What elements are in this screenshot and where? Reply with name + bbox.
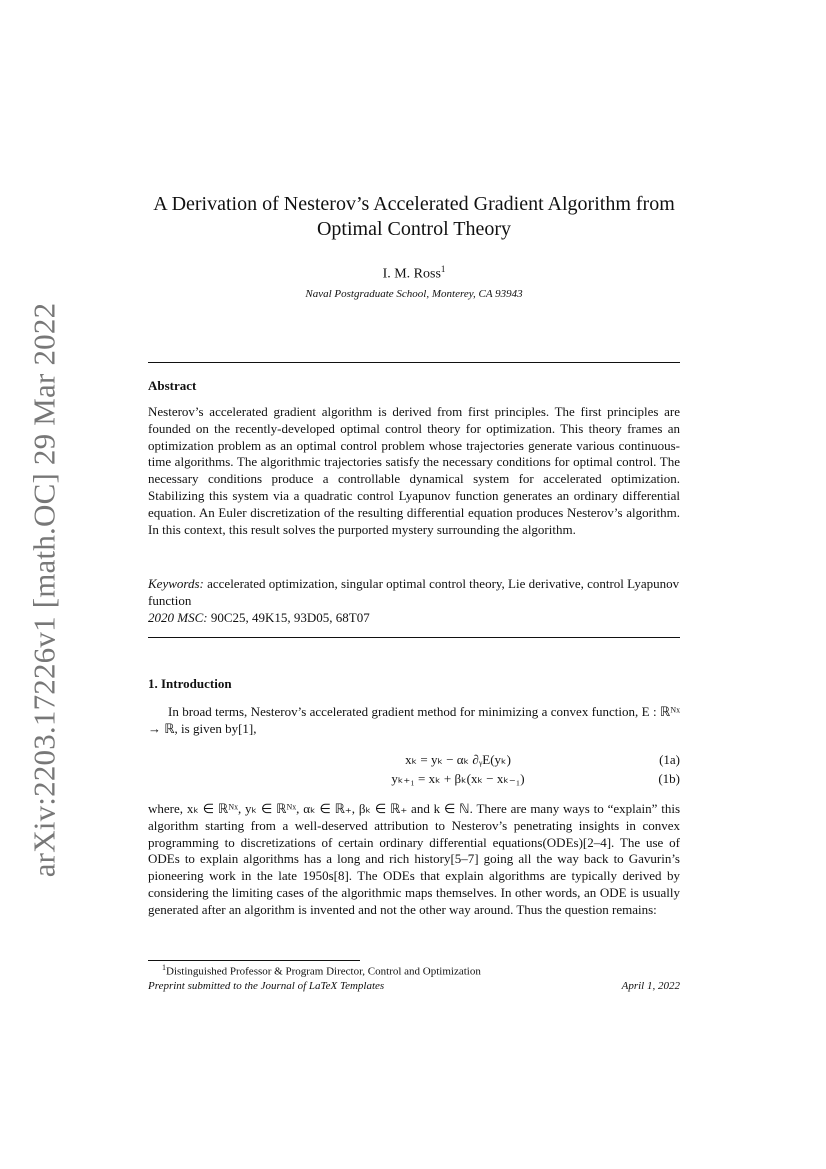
footer-journal-note: Preprint submitted to the Journal of LaTeX Templates [148, 980, 385, 992]
keywords-line [148, 576, 680, 610]
equation-1b-number: (1b) [658, 771, 680, 786]
abstract-text: Nesterov’s accelerated gradient algorithm is derived from first principles. The first principles are founded on the recently-developed optimal control theory for optimization. This theory frames an optimization problem as an optimal control problem whose trajectories generate various continuous-time algorithms. The algorithmic trajectories satisfy the necessary conditions for optimal control. The necessary conditions produce a controllable dynamical system for accelerated optimization. Stabilizing this system via a quadratic control Lyapunov function generates an ordinary differential equation. An Euler discretization of the resulting differential equation produces Nesterov’s algorithm. In this context, this result solves the purported mystery surrounding the algorithm. [148, 404, 680, 537]
author-affiliation: Naval Postgraduate School, Monterey, CA 93943 [305, 288, 523, 300]
abstract-heading: Abstract [148, 378, 197, 393]
footnote [148, 963, 680, 978]
abstract-bottom-rule [148, 637, 680, 638]
msc-line [148, 610, 680, 627]
footnote-mark: 1 [162, 963, 166, 972]
intro-paragraph-2: where, xₖ ∈ ℝᴺˣ, yₖ ∈ ℝᴺˣ, αₖ ∈ ℝ₊, βₖ ∈ ℝ₊ and k ∈ ℕ. There are many ways to “explain” this algorithm starting from a well-deserved attribution to Nesterov’s penetrating insights in convex programming to discretizations of certain ordinary differential equations(ODEs)[2–4]. The use of ODEs to explain algorithms has a long and rich history[5–7] going all the way back to Gavurin’s pioneering work in the late 1950s[8]. The ODEs that explain algorithms are typically derived by considering the limiting cases of the algorithmic maps themselves. In other words, an ODE is usually generated after an algorithm is invented and not the other way around. Thus the question remains: [148, 801, 680, 917]
footnote-rule [148, 960, 360, 961]
msc-text: 90C25, 49K15, 93D05, 68T07 [210, 609, 370, 625]
keywords-block [148, 576, 680, 626]
keywords-label: Keywords: [148, 576, 204, 591]
abstract-top-rule [148, 362, 680, 363]
arxiv-identifier[interactable]: arXiv:2203.17226v1 [math.OC] 29 Mar 2022 [26, 302, 62, 878]
footer-date: April 1, 2022 [621, 980, 680, 992]
author-footnote-mark: 1 [440, 264, 446, 274]
author-name: I. M. Ross [382, 266, 441, 282]
equation-1b-expression: yₖ₊₁ = xₖ + βₖ(xₖ − xₖ₋₁) [391, 771, 525, 786]
intro-paragraph-1: In broad terms, Nesterov’s accelerated gradient method for minimizing a convex function, E : ℝᴺˣ → ℝ, is given by[1], [148, 704, 680, 736]
equation-1a [148, 752, 680, 770]
paper-title: A Derivation of Nesterov’s Accelerated Gradient Algorithm from Optimal Control Theory [153, 193, 675, 240]
keywords-text: accelerated optimization, singular optimal control theory, Lie derivative, control Lyapunov function [148, 576, 680, 608]
section-heading-introduction: 1. Introduction [148, 676, 232, 691]
author-line [148, 264, 680, 283]
equation-1b [148, 771, 680, 789]
msc-label: 2020 MSC: [148, 609, 208, 625]
footnote-text: Distinguished Professor & Program Director, Control and Optimization [166, 965, 481, 978]
page-footer [148, 980, 680, 992]
equation-1a-expression: xₖ = yₖ − αₖ ∂ᵧE(yₖ) [405, 752, 511, 767]
arxiv-sidebar [14, 302, 74, 878]
equation-1a-number: (1a) [659, 752, 680, 767]
